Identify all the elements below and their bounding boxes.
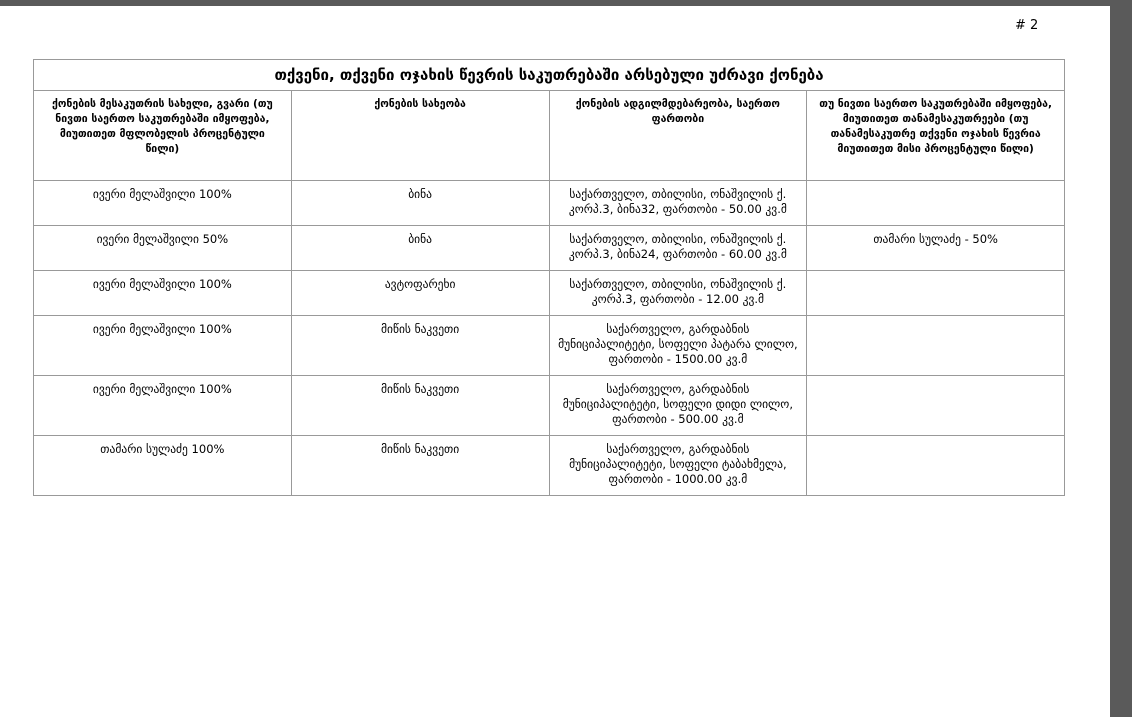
table-row xyxy=(34,316,1065,376)
cell-location: საქართველო, თბილისი, ონაშვილის ქ. კორპ.3, ბინა24, ფართობი - 60.00 კვ.მ xyxy=(549,226,807,271)
property-table xyxy=(33,59,1065,496)
table-title: თქვენი, თქვენი ოჯახის წევრის საკუთრებაში არსებული უძრავი ქონება xyxy=(34,60,1065,91)
cell-type: მიწის ნაკვეთი xyxy=(291,436,549,496)
cell-owner: ივერი მელაშვილი 100% xyxy=(34,181,292,226)
header-type: ქონების სახეობა xyxy=(291,91,549,181)
cell-owner: ივერი მელაშვილი 50% xyxy=(34,226,292,271)
cell-co-owners xyxy=(807,271,1065,316)
table-row xyxy=(34,226,1065,271)
cell-location: საქართველო, გარდაბნის მუნიციპალიტეტი, სოფელი დიდი ლილო, ფართობი - 500.00 კვ.მ xyxy=(549,376,807,436)
document-page xyxy=(0,6,1110,717)
cell-owner: ივერი მელაშვილი 100% xyxy=(34,316,292,376)
header-co-owners: თუ ნივთი საერთო საკუთრებაში იმყოფება, მიუთითეთ თანამესაკუთრეები (თუ თანამესაკუთრე თქვენი ოჯახის წევრია მიუთითეთ მისი პროცენტული წილი) xyxy=(807,91,1065,181)
cell-co-owners xyxy=(807,436,1065,496)
cell-co-owners xyxy=(807,316,1065,376)
cell-co-owners xyxy=(807,181,1065,226)
page-number: # 2 xyxy=(1015,18,1039,33)
cell-type: ავტოფარეხი xyxy=(291,271,549,316)
table-row xyxy=(34,376,1065,436)
cell-owner: ივერი მელაშვილი 100% xyxy=(34,271,292,316)
cell-owner: ივერი მელაშვილი 100% xyxy=(34,376,292,436)
header-location: ქონების ადგილმდებარეობა, საერთო ფართობი xyxy=(549,91,807,181)
table-row xyxy=(34,181,1065,226)
cell-co-owners xyxy=(807,376,1065,436)
cell-location: საქართველო, გარდაბნის მუნიციპალიტეტი, სოფელი პატარა ლილო, ფართობი - 1500.00 კვ.მ xyxy=(549,316,807,376)
table-row xyxy=(34,271,1065,316)
header-owner: ქონების მესაკუთრის სახელი, გვარი (თუ ნივთი საერთო საკუთრებაში იმყოფება, მიუთითეთ მფლობელის პროცენტული წილი) xyxy=(34,91,292,181)
cell-type: მიწის ნაკვეთი xyxy=(291,316,549,376)
cell-co-owners: თამარი სულაძე - 50% xyxy=(807,226,1065,271)
cell-location: საქართველო, გარდაბნის მუნიციპალიტეტი, სოფელი ტაბახმელა, ფართობი - 1000.00 კვ.მ xyxy=(549,436,807,496)
cell-owner: თამარი სულაძე 100% xyxy=(34,436,292,496)
cell-type: ბინა xyxy=(291,226,549,271)
cell-location: საქართველო, თბილისი, ონაშვილის ქ. კორპ.3, ფართობი - 12.00 კვ.მ xyxy=(549,271,807,316)
cell-type: მიწის ნაკვეთი xyxy=(291,376,549,436)
cell-location: საქართველო, თბილისი, ონაშვილის ქ. კორპ.3, ბინა32, ფართობი - 50.00 კვ.მ xyxy=(549,181,807,226)
cell-type: ბინა xyxy=(291,181,549,226)
table-row xyxy=(34,436,1065,496)
